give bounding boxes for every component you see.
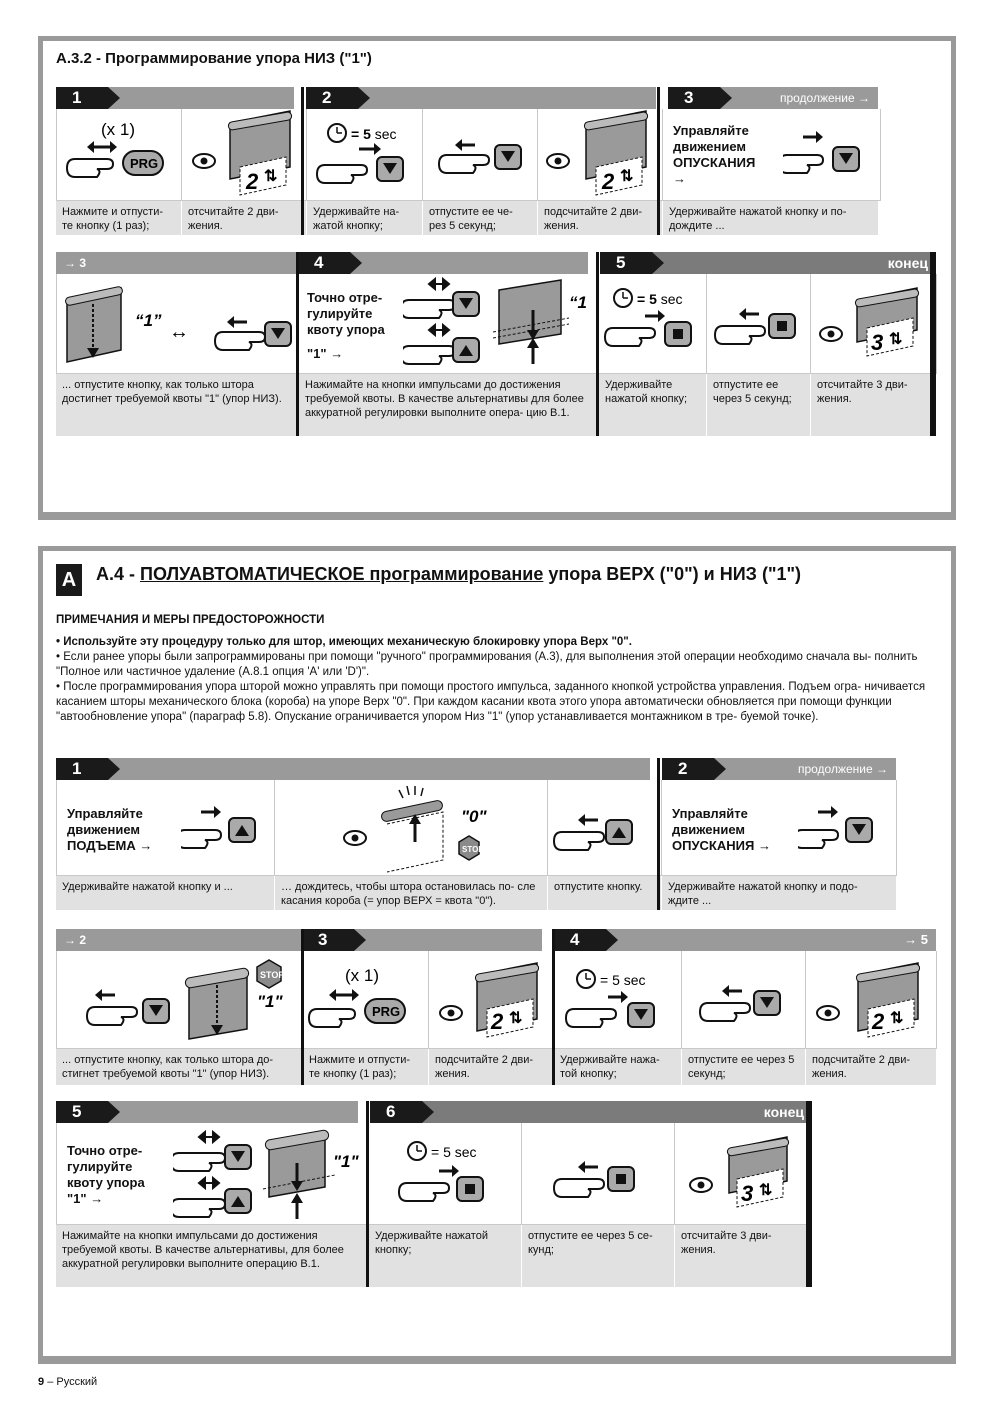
note-item: • Если ранее упоры были запрограммированы при помощи "ручного" программирования (А.3), для выполнения этой операции необходимо сначала вы- полнить "Полное или частичное удаление (А.8.1 опция 'А' или 'D')". xyxy=(56,651,918,678)
caption: отпустите ее че- рез 5 секунд; xyxy=(423,201,538,235)
press-count-text: (x 1) xyxy=(345,966,379,985)
step-badge: 2 xyxy=(306,87,358,109)
step-badge: 4 xyxy=(554,929,606,951)
fine-tune-illustration xyxy=(173,1123,369,1225)
step-badge: 3 xyxy=(668,87,720,109)
caption-row xyxy=(56,1225,812,1287)
step-cells xyxy=(56,780,897,876)
down-text: Управляйте движением ОПУСКАНИЯ → xyxy=(672,806,771,853)
cell-count3 xyxy=(675,1123,807,1225)
svg-text:STOP: STOP xyxy=(462,845,484,854)
eye-icon xyxy=(440,1006,462,1020)
cell-release-stop xyxy=(522,1123,675,1225)
step-cells xyxy=(56,1123,807,1225)
step3-text: Управляйте движением ОПУСКАНИЯ → xyxy=(673,123,756,186)
caption-row xyxy=(56,1049,936,1085)
count-text: 2 xyxy=(246,169,259,194)
count-text: 3 xyxy=(871,330,884,355)
hand-icon xyxy=(783,155,823,173)
note-item: • После программирования упора шторой можно управлять при помощи простого импульса, заданного кнопкой устройства управления. Подъем огра- ничивается касанием шторы механического блока (короба) на упоре Верх "0". При каждом касании квота этого упора автоматически обновляется при помощи функции "автообновление упора" (параграф 5.8). Опускание ограничивается упором Низ "1" (упор устанавливается монтажником в тре- буемой точке). xyxy=(56,681,926,723)
step-badge: 6 xyxy=(370,1101,422,1123)
press-count-text: (x 1) xyxy=(101,120,135,139)
shutter-count-illustration xyxy=(429,951,554,1049)
updown-arrows-icon: ⇅ xyxy=(620,168,634,185)
quota-stop-illustration xyxy=(57,951,303,1049)
caption: Удерживайте на- жатой кнопку; xyxy=(307,201,423,235)
section-edge xyxy=(552,929,555,1085)
page-footer xyxy=(38,1376,97,1388)
step-badge: 4 xyxy=(298,252,350,274)
section-title: A.3.2 - Программирование упора НИЗ ("1") xyxy=(56,50,372,67)
hold-timer-illustration xyxy=(307,109,423,201)
continuation-label: продолжение → xyxy=(720,87,878,109)
box-stop-illustration xyxy=(275,780,548,876)
section-edge xyxy=(806,1101,812,1287)
release-illustration xyxy=(548,780,662,876)
step-badge: 1 xyxy=(56,87,108,109)
hold-timer-illustration xyxy=(369,1123,522,1225)
caption: Нажмите и отпусти- те кнопку (1 раз); xyxy=(56,201,182,235)
section-letter-badge: A xyxy=(56,564,82,596)
step4-text: Точно отре- гулируйте квоту упора "1" → xyxy=(307,290,385,361)
shutter-count-illustration xyxy=(675,1123,807,1225)
section-edge xyxy=(366,1101,369,1287)
prg-press-illustration xyxy=(303,951,429,1049)
section-edge xyxy=(930,252,936,436)
section-edge xyxy=(596,252,599,436)
double-arrow-icon: ↔ xyxy=(169,321,189,343)
hand-icon xyxy=(173,1199,225,1217)
hold-timer-illustration xyxy=(554,951,682,1049)
cell-prg xyxy=(57,109,182,201)
step-strip: → 3 4 5 конец xyxy=(56,252,936,274)
updown-arrows-icon: ⇅ xyxy=(509,1010,523,1027)
cell-release-quota xyxy=(57,951,303,1049)
prg-label: PRG xyxy=(130,156,159,171)
notes-heading: ПРИМЕЧАНИЯ И МЕРЫ ПРЕДОСТОРОЖНОСТИ xyxy=(56,614,325,626)
hand-icon xyxy=(67,159,113,177)
hand-icon xyxy=(700,1003,750,1021)
caption: ... отпустите кнопку, как только штора достигнет требуемой квоты "1" (упор НИЗ). xyxy=(56,374,299,436)
section-edge xyxy=(657,758,660,910)
cell-fine-tune xyxy=(299,274,599,374)
step-badge: 3 xyxy=(302,929,354,951)
stop-sign-text: STOP xyxy=(260,970,285,980)
quota-label: “1 xyxy=(569,293,587,312)
shutter-count-illustration xyxy=(538,109,663,201)
timer-text: = 5 sec xyxy=(637,291,683,307)
arrow-left-icon xyxy=(722,985,729,997)
timer-text: = 5 sec xyxy=(431,1144,477,1160)
cell-up xyxy=(57,780,275,876)
updown-arrows-icon: ⇅ xyxy=(889,331,903,348)
prg-press-illustration xyxy=(57,109,182,201)
clock-icon xyxy=(577,970,595,988)
hand-icon xyxy=(403,346,455,364)
step-badge: 1 xyxy=(56,758,108,780)
hand-icon xyxy=(87,1007,137,1025)
hand-icon xyxy=(798,830,838,848)
caption: Нажимайте на кнопки импульсами до достижения требуемой квоты. В качестве альтернативы, для более аккуратной регулировки выполните операцию В.1. xyxy=(56,1225,369,1287)
cell-prg xyxy=(303,951,429,1049)
cell-hold5 xyxy=(307,109,423,201)
step-badge: 2 xyxy=(662,758,714,780)
step-badge: 5 xyxy=(600,252,652,274)
hand-icon xyxy=(554,1179,604,1197)
caption: отсчитайте 3 дви- жения. xyxy=(817,379,908,405)
caption-row xyxy=(56,201,878,235)
hand-icon xyxy=(215,332,265,350)
release-illustration xyxy=(522,1123,675,1225)
hand-icon xyxy=(439,155,489,173)
clock-icon xyxy=(328,124,346,142)
section-edge xyxy=(301,87,304,235)
cell-count2b xyxy=(538,109,663,201)
clock-icon xyxy=(614,289,632,307)
shutter-count-illustration xyxy=(182,109,307,201)
eye-icon xyxy=(344,831,366,845)
count-text: 2 xyxy=(491,1009,504,1034)
cell-release-quota xyxy=(57,274,299,374)
step-badge: 5 xyxy=(56,1101,108,1123)
hand-icon xyxy=(715,326,765,344)
caption: Удерживайте нажатой кнопку и по- дождите ... xyxy=(669,206,847,232)
arrow-left-icon xyxy=(578,1161,585,1173)
hand-icon xyxy=(403,300,455,318)
hand-icon xyxy=(605,328,655,346)
hand-icon xyxy=(554,832,604,850)
step5-text: Точно отре- гулируйте квоту упора "1" → xyxy=(67,1143,145,1206)
hold-down-illustration xyxy=(798,802,888,872)
cell-release-stop xyxy=(707,274,811,374)
caption: Нажмите и отпусти- те кнопку (1 раз); xyxy=(303,1049,429,1085)
step-cells xyxy=(56,274,937,374)
section-title: A.4 - ПОЛУАВТОМАТИЧЕСКОЕ программирование упора ВЕРХ ("0") и НИЗ ("1") xyxy=(96,564,802,584)
updown-arrows-icon: ⇅ xyxy=(890,1010,904,1027)
eye-icon xyxy=(817,1006,839,1020)
caption: отпустите ее через 5 секунд; xyxy=(707,374,811,436)
hold-timer-illustration xyxy=(599,274,707,374)
step-strip: → 2 3 4 → 5 xyxy=(56,929,936,951)
prg-label: PRG xyxy=(372,1004,401,1019)
caption: отпустите ее через 5 се- кунд; xyxy=(522,1225,675,1287)
cell-wait-stop xyxy=(275,780,548,876)
caption: отсчитайте 3 дви- жения. xyxy=(681,1230,772,1256)
section-edge xyxy=(657,87,660,235)
page-language: – Русский xyxy=(47,1376,98,1388)
cell-fine-tune xyxy=(57,1123,369,1225)
caption: Удерживайте нажатой кнопку; xyxy=(369,1225,522,1287)
count-text: 2 xyxy=(872,1009,885,1034)
caption: … дождитесь, чтобы штора остановилась по- сле касания короба (= упор ВЕРХ = квота "0"). xyxy=(275,876,548,910)
fine-tune-illustration xyxy=(403,274,599,374)
clock-icon xyxy=(408,1142,426,1160)
cell-release xyxy=(682,951,806,1049)
double-arrow-icon xyxy=(329,989,359,1001)
cell-count2b xyxy=(806,951,937,1049)
cell-hold5-stop xyxy=(369,1123,522,1225)
release-illustration xyxy=(423,109,538,201)
count-text: 2 xyxy=(602,169,615,194)
quota-label: “1” xyxy=(135,311,162,330)
eye-icon xyxy=(193,154,215,168)
count-text: 3 xyxy=(741,1181,754,1206)
timer-text: = 5 sec xyxy=(600,972,646,988)
hold-up-illustration xyxy=(181,802,271,872)
section-edge xyxy=(296,252,299,436)
updown-arrows-icon: ⇅ xyxy=(264,168,278,185)
caption: ... отпустите кнопку, как только штора до- стигнет требуемой квоты "1" (упор НИЗ). xyxy=(56,1049,303,1085)
caption: Удерживайте нажатой кнопку; xyxy=(599,374,707,436)
hand-icon xyxy=(309,1009,355,1027)
cell-count2 xyxy=(429,951,554,1049)
eye-icon xyxy=(547,154,569,168)
step-strip xyxy=(56,1101,812,1123)
quota-illustration xyxy=(57,274,299,374)
section-edge xyxy=(301,929,304,1085)
step-strip xyxy=(56,758,896,780)
hand-icon xyxy=(566,1009,616,1027)
eye-icon xyxy=(690,1178,712,1192)
hand-icon xyxy=(399,1183,449,1201)
caption-row xyxy=(56,374,936,436)
cell-hold5-stop xyxy=(599,274,707,374)
note-item: • Используйте эту процедуру только для штор, имеющих механическую блокировку упора Верх "0". xyxy=(56,636,632,648)
release-illustration xyxy=(682,951,806,1049)
cell-release-up xyxy=(548,780,662,876)
caption: отсчитайте 2 дви- жения. xyxy=(182,201,307,235)
caption: отпустите кнопку. xyxy=(548,876,662,910)
quota-label: "1" xyxy=(257,992,283,1011)
hand-icon xyxy=(173,1153,225,1171)
timer-text: = 5 sec xyxy=(351,126,397,142)
shutter-count-illustration xyxy=(811,274,937,374)
arrow-left-icon xyxy=(455,139,462,151)
caption: Удерживайте нажатой кнопку и подо- ждите ... xyxy=(668,881,858,907)
caption-row xyxy=(56,876,896,910)
caption: Нажимайте на кнопки импульсами до достижения требуемой квоты. В качестве альтернативы для более аккуратной регулировки выполните опера- цию В.1. xyxy=(299,374,599,436)
arrow-left-icon xyxy=(578,814,585,826)
continuation-label: продолжение → xyxy=(714,758,896,780)
caption: Удерживайте нажатой кнопку и ... xyxy=(56,876,275,910)
hand-icon xyxy=(181,830,221,848)
notes-block xyxy=(56,613,942,725)
release-illustration xyxy=(707,274,811,374)
cell-release xyxy=(423,109,538,201)
caption: подсчитайте 2 дви- жения. xyxy=(812,1054,911,1080)
up-text: Управляйте движением ПОДЪЕМА → xyxy=(67,806,153,853)
step-strip xyxy=(56,87,878,109)
quota-label: "1" xyxy=(333,1152,359,1171)
caption: подсчитайте 2 дви- жения. xyxy=(429,1049,554,1085)
arrow-left-icon xyxy=(739,308,746,320)
cell-hold5 xyxy=(554,951,682,1049)
step-cells xyxy=(56,109,881,201)
cell-count3 xyxy=(811,274,937,374)
step-cells xyxy=(56,951,937,1049)
end-label: конец xyxy=(652,252,936,274)
double-arrow-icon xyxy=(87,141,117,153)
caption: Удерживайте нажа- той кнопку; xyxy=(554,1049,682,1085)
cell-down xyxy=(662,780,897,876)
quota-label: "0" xyxy=(461,807,487,826)
eye-icon xyxy=(820,327,842,341)
cell-count2 xyxy=(182,109,307,201)
caption: подсчитайте 2 дви- жения. xyxy=(538,201,663,235)
caption: отпустите ее через 5 секунд; xyxy=(682,1049,806,1085)
updown-arrows-icon: ⇅ xyxy=(759,1182,773,1199)
shutter-count-illustration xyxy=(806,951,937,1049)
end-label: конец xyxy=(422,1101,812,1123)
hold-down-illustration xyxy=(783,127,873,197)
cell-step3 xyxy=(663,109,881,201)
page-number: 9 xyxy=(38,1376,45,1388)
